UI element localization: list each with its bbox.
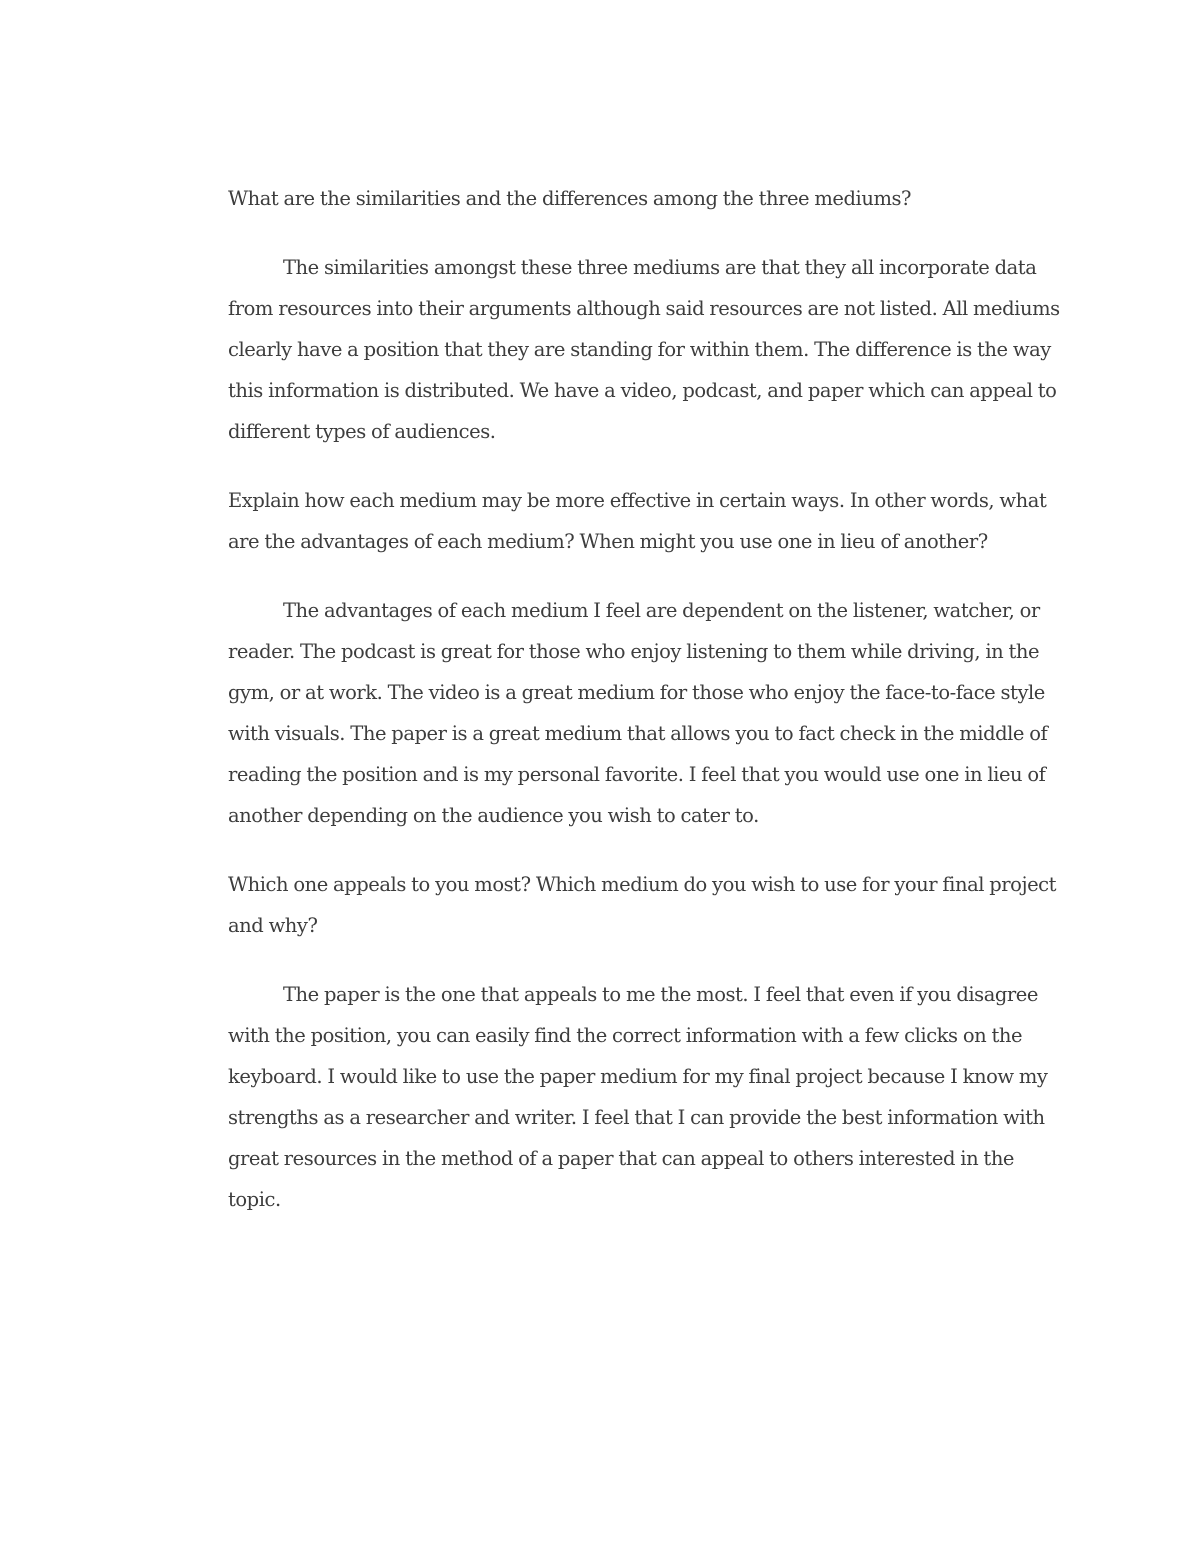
question-1: What are the similarities and the differences among the three mediums? xyxy=(228,187,912,210)
answer-3: The paper is the one that appeals to me the most. I feel that even if you disagree with the position, you can easily find the correct information with a few clicks on the keyboard. I would like to use the paper medium for my final project because I know my strengths as a researcher and writer. I feel that I can provide the best information with great resources in the method of a paper that can appeal to others interested in the topic. xyxy=(228,983,1048,1211)
answer-1: The similarities amongst these three mediums are that they all incorporate data from resources into their arguments although said resources are not listed. All mediums clearly have a position that they are standing for within them. The difference is the way this information is distributed. We have a video, podcast, and paper which can appeal to different types of audiences. xyxy=(228,256,1060,443)
answer-2: The advantages of each medium I feel are dependent on the listener, watcher, or reader. The podcast is great for those who enjoy listening to them while driving, in the gym, or at work. The video is a great medium for those who enjoy the face-to-face style with visuals. The paper is a great medium that allows you to fact check in the middle of reading the position and is my personal favorite. I feel that you would use one in lieu of another depending on the audience you wish to cater to. xyxy=(228,599,1048,827)
question-2: Explain how each medium may be more effective in certain ways. In other words, what are the advantages of each medium? When might you use one in lieu of another? xyxy=(228,489,1047,553)
question-3: Which one appeals to you most? Which medium do you wish to use for your final project and why? xyxy=(228,873,1057,937)
document-body xyxy=(228,178,1063,1220)
